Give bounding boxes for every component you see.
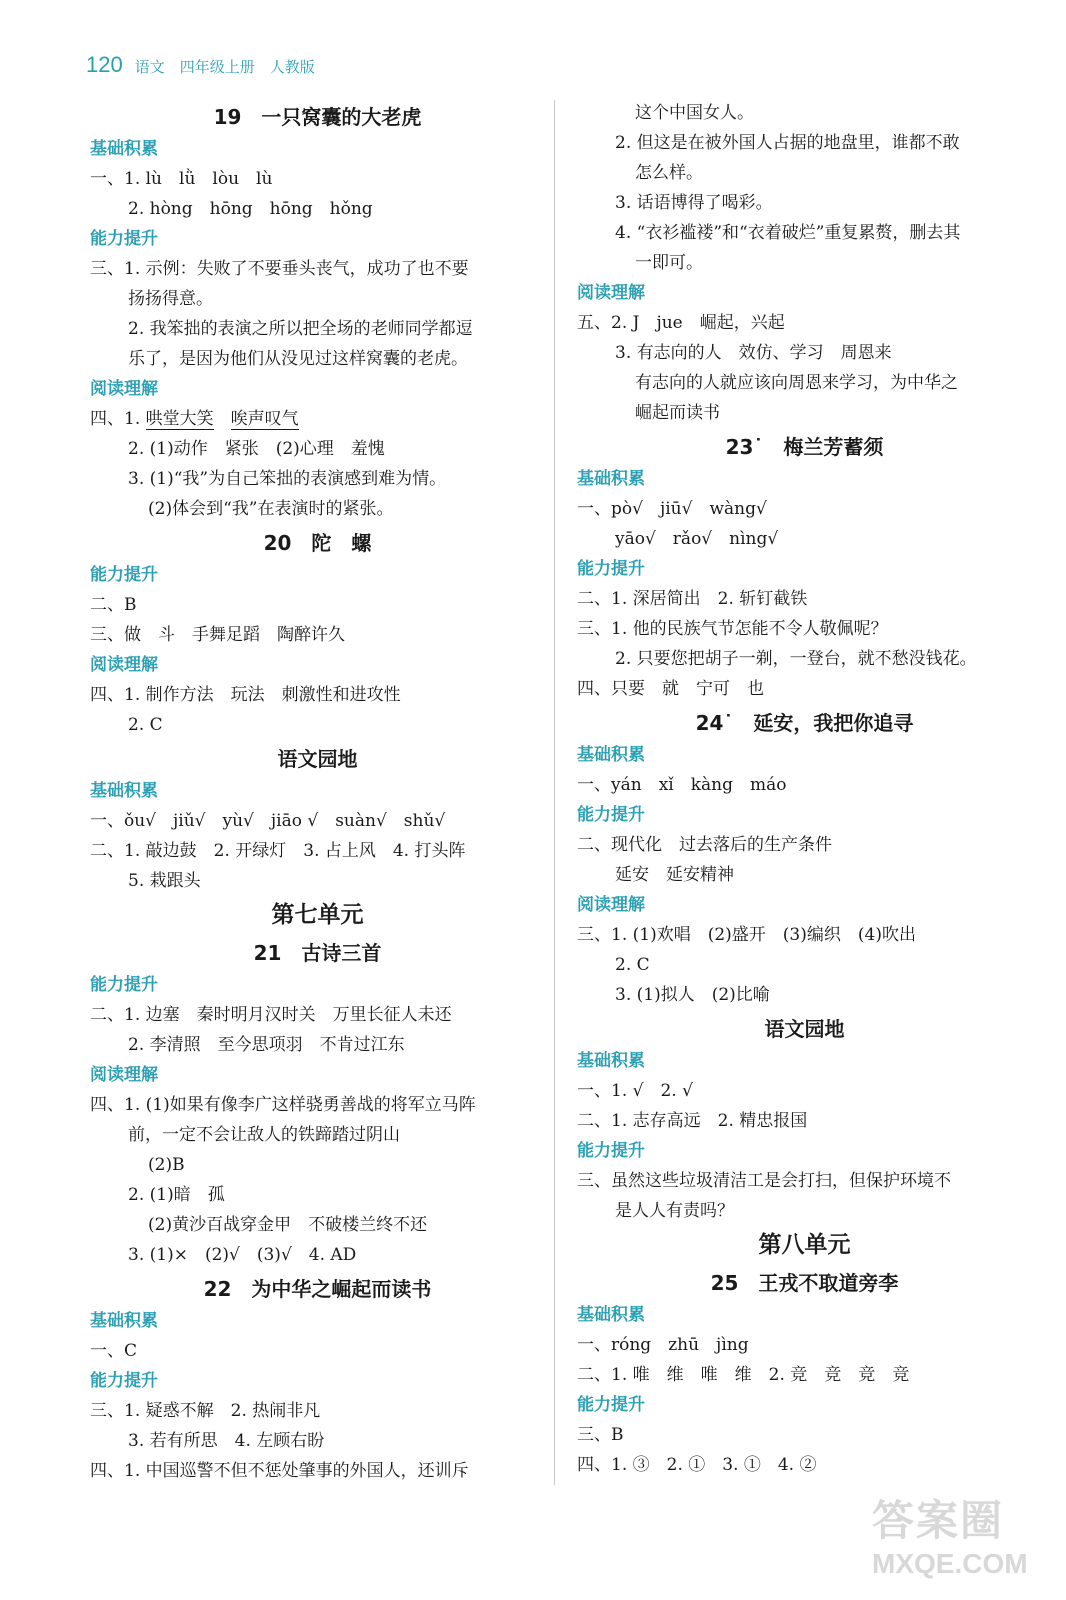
answer-line: 三、1. 示例：失败了不要垂头丧气，成功了也不要 <box>90 259 469 279</box>
answer-line: (2)黄沙百战穿金甲 不破楼兰终不还 <box>148 1215 428 1235</box>
answer-line: 2. (1)暗 孤 <box>128 1185 225 1205</box>
answer-line: 3. (1)× (2)√ (3)√ 4. AD <box>128 1245 357 1265</box>
answer-line: 2. 但这是在被外国人占据的地盘里，谁都不敢 <box>615 133 960 153</box>
answer-line: 一、pò√ jiū√ wàng√ <box>577 499 767 519</box>
answer-line: 乐了，是因为他们从没见过这样窝囊的老虎。 <box>128 349 468 369</box>
section-heading: 能力提升 <box>90 229 158 249</box>
answer-line: 有志向的人就应该向周恩来学习，为中华之 <box>635 373 958 393</box>
section-heading: 基础积累 <box>577 1051 645 1071</box>
answer-line: 3. 有志向的人 效仿、学习 周恩来 <box>615 343 892 363</box>
answer-line: 二、1. 深居简出 2. 斩钉截铁 <box>577 589 808 609</box>
answer-line: 二、1. 边塞 秦时明月汉时关 万里长征人未还 <box>90 1005 452 1025</box>
answer-line: 四、1. ③ 2. ① 3. ① 4. ② <box>577 1455 817 1475</box>
unit-title: 第七单元 <box>271 902 364 928</box>
answer-line: 2. 只要您把胡子一剃，一登台，就不愁没钱花。 <box>615 649 977 669</box>
section-heading: 基础积累 <box>577 469 645 489</box>
answer-line: 2. (1)动作 紧张 (2)心理 羞愧 <box>128 439 385 459</box>
answer-line: 2. hòng hōng hōng hǒng <box>128 199 373 219</box>
section-heading: 能力提升 <box>577 1141 645 1161</box>
answer-line: 三、做 斗 手舞足蹈 陶醉许久 <box>90 625 345 645</box>
answer-line: 二、1. 志存高远 2. 精忠报国 <box>577 1111 808 1131</box>
section-heading: 能力提升 <box>90 565 158 585</box>
section-heading: 能力提升 <box>577 1395 645 1415</box>
answer-line: (2)体会到“我”在表演时的紧张。 <box>148 499 394 519</box>
answer-line: 一、róng zhū jìng <box>577 1335 749 1355</box>
lesson-title: 19 一只窝囊的大老虎 <box>213 105 422 129</box>
section-heading: 能力提升 <box>90 1371 158 1391</box>
answer-line: 二、现代化 过去落后的生产条件 <box>577 835 832 855</box>
lesson-title: 语文园地 <box>764 1017 845 1041</box>
section-heading: 能力提升 <box>577 805 645 825</box>
left-column <box>90 98 545 1486</box>
answer-line: 是人人有责吗？ <box>615 1201 734 1221</box>
answer-line: 四、1. (1)如果有像李广这样骁勇善战的将军立马阵 <box>90 1095 476 1115</box>
watermark-logo <box>872 1488 1042 1588</box>
answer-line: 3. 话语博得了喝彩。 <box>615 193 773 213</box>
answer-line: 3. (1)“我”为自己笨拙的表演感到难为情。 <box>128 469 447 489</box>
answer-line: 怎么样。 <box>635 163 703 183</box>
lesson-title: 20 陀 螺 <box>263 531 372 555</box>
answer-line: 三、虽然这些垃圾清洁工是会打扫，但保护环境不 <box>577 1171 951 1191</box>
answer-line: 二、1. 唯 维 唯 维 2. 竞 竞 竞 竞 <box>577 1365 910 1385</box>
underlined-answer: 哄堂大笑 <box>145 409 214 429</box>
lesson-title: 21 古诗三首 <box>253 941 382 965</box>
answer-line: (2)B <box>148 1155 185 1175</box>
section-heading: 阅读理解 <box>577 895 645 915</box>
answer-line: 2. C <box>128 715 163 735</box>
answer-line: 5. 栽跟头 <box>128 871 201 891</box>
answer-line: 二、B <box>90 595 137 615</box>
answer-line: 一、ǒu√ jiǔ√ yù√ jiāo √ suàn√ shǔ√ <box>90 811 446 831</box>
answer-line: 一、1. lù lǜ lòu lù <box>90 169 273 189</box>
section-heading: 能力提升 <box>577 559 645 579</box>
answer-line: 三、1. 疑惑不解 2. 热闹非凡 <box>90 1401 321 1421</box>
answer-line: 一、yán xǐ kàng máo <box>577 775 787 795</box>
section-heading: 基础积累 <box>90 139 158 159</box>
answer-line: 四、1. 中国巡警不但不惩处肇事的外国人，还训斥 <box>90 1461 469 1481</box>
lesson-title: 25 王戎不取道旁李 <box>710 1271 899 1295</box>
answer-line: 3. 若有所思 4. 左顾右盼 <box>128 1431 325 1451</box>
column-divider <box>554 100 555 1485</box>
underlined-answer: 唉声叹气 <box>230 409 299 429</box>
answer-line: 一即可。 <box>635 253 703 273</box>
answer-line: 扬扬得意。 <box>128 289 213 309</box>
section-heading: 基础积累 <box>90 781 158 801</box>
answer-line: 前，一定不会让敌人的铁蹄踏过阴山 <box>128 1125 400 1145</box>
answer-line <box>90 404 545 434</box>
answer-line: 三、1. (1)欢唱 (2)盛开 (3)编织 (4)吹出 <box>577 925 916 945</box>
answer-line: 崛起而读书 <box>635 403 720 423</box>
section-heading: 基础积累 <box>90 1311 158 1331</box>
lesson-title: 23˙ 梅兰芳蓄须 <box>725 435 884 459</box>
answer-line: 四、1. 制作方法 玩法 刺激性和进攻性 <box>90 685 401 705</box>
answer-line: 四、只要 就 宁可 也 <box>577 679 764 699</box>
lesson-title: 语文园地 <box>277 747 358 771</box>
section-heading: 阅读理解 <box>90 655 158 675</box>
section-heading: 能力提升 <box>90 975 158 995</box>
answer-line: 一、C <box>90 1341 138 1361</box>
answer-line: 五、2. J jue 崛起，兴起 <box>577 313 785 333</box>
answer-line: 二、1. 敲边鼓 2. 开绿灯 3. 占上风 4. 打头阵 <box>90 841 466 861</box>
answer-line: 2. C <box>615 955 650 975</box>
section-heading: 阅读理解 <box>90 379 158 399</box>
answer-line: yāo√ rǎo√ nìng√ <box>615 529 779 549</box>
page-number: 120 <box>86 52 123 77</box>
answer-prefix: 四、1. <box>90 409 146 429</box>
section-heading: 阅读理解 <box>90 1065 158 1085</box>
answer-line: 这个中国女人。 <box>635 103 754 123</box>
answer-line: 三、1. 他的民族气节怎能不令人敬佩呢？ <box>577 619 888 639</box>
answer-line: 2. 我笨拙的表演之所以把全场的老师同学都逗 <box>128 319 473 339</box>
section-heading: 基础积累 <box>577 1305 645 1325</box>
answer-line: 3. (1)拟人 (2)比喻 <box>615 985 770 1005</box>
book-info: 语文 四年级上册 人教版 <box>134 58 315 76</box>
answer-line: 三、B <box>577 1425 624 1445</box>
answer-line: 2. 李清照 至今思项羽 不肯过江东 <box>128 1035 405 1055</box>
lesson-title: 24˙ 延安，我把你追寻 <box>695 711 914 735</box>
answer-line: 一、1. √ 2. √ <box>577 1081 693 1101</box>
watermark-url: MXQE.COM <box>872 1548 1028 1579</box>
spacer <box>214 409 231 429</box>
lesson-title: 22 为中华之崛起而读书 <box>203 1277 432 1301</box>
answer-line: 4. “衣衫褴褛”和“衣着破烂”重复累赘，删去其 <box>615 223 961 243</box>
right-column <box>577 98 1032 1480</box>
unit-title: 第八单元 <box>758 1232 851 1258</box>
page-header <box>86 52 315 82</box>
section-heading: 阅读理解 <box>577 283 645 303</box>
watermark-text: 答案圈 <box>872 1496 1005 1545</box>
answer-line: 延安 延安精神 <box>615 865 734 885</box>
section-heading: 基础积累 <box>577 745 645 765</box>
